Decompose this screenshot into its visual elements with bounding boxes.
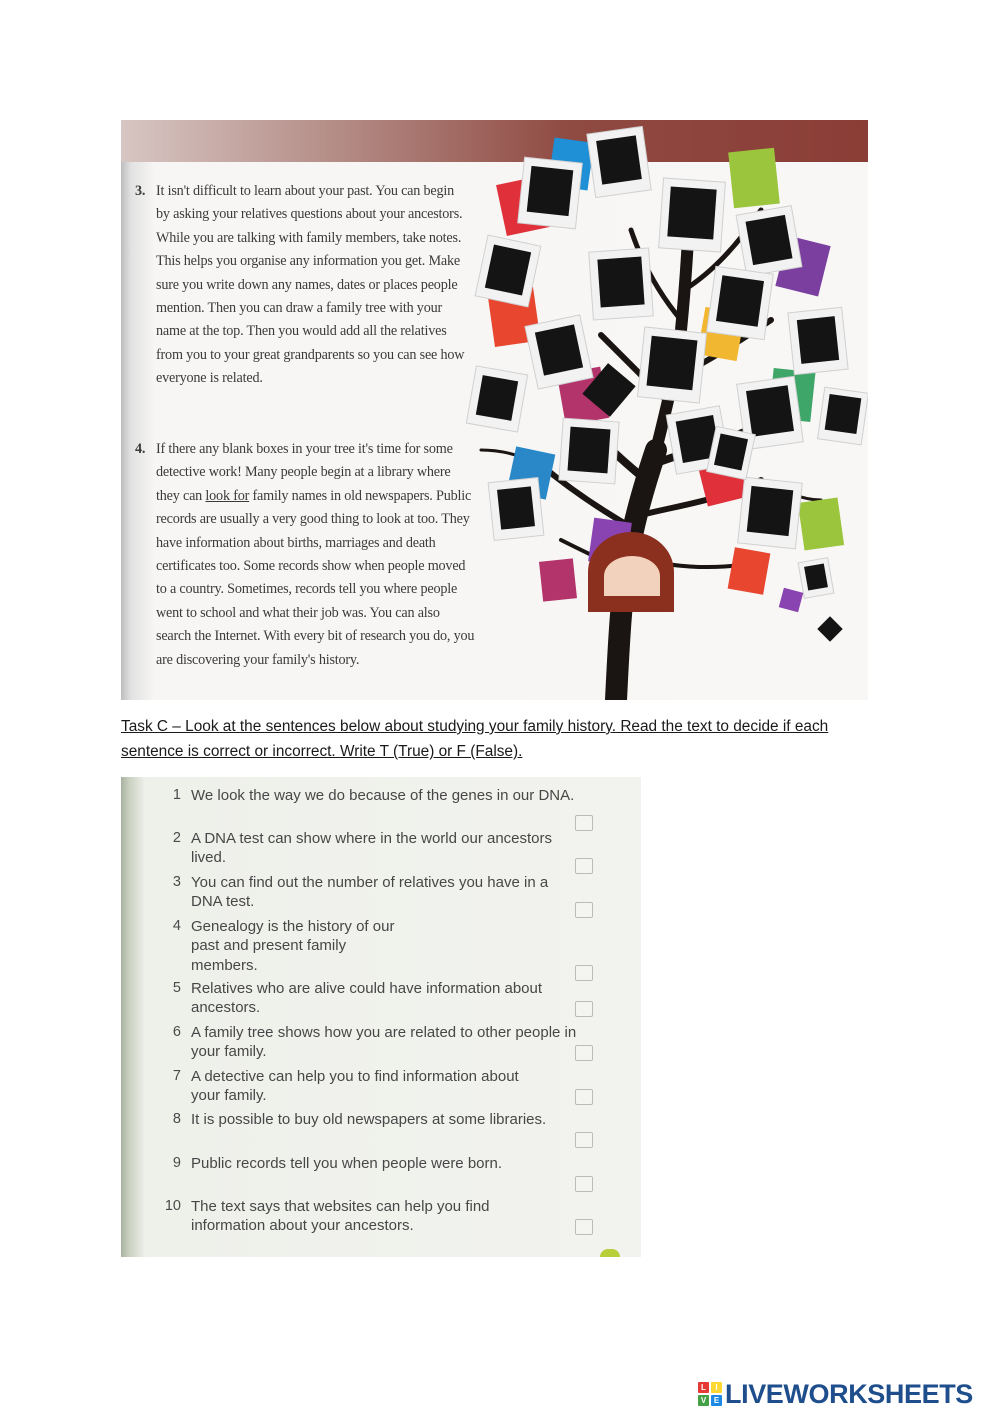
girl-face [604, 556, 660, 596]
sentence-number: 1 [172, 787, 181, 803]
logo-icon [698, 1382, 722, 1406]
sentence-number: 10 [164, 1198, 181, 1214]
logo-letter-v: V [698, 1395, 709, 1406]
answer-checkbox-8[interactable] [575, 1132, 593, 1148]
reading-page-image [121, 120, 868, 700]
answer-checkbox-7[interactable] [575, 1089, 593, 1105]
task-c-instructions: Task C – Look at the sentences below about studying your family history. Read the text to decide if each sentence is correct or incorrect. Write T (True) or F (False). [121, 718, 829, 760]
logo-letter-l: L [698, 1382, 709, 1393]
paragraph-text [156, 438, 475, 672]
sentence-text: A detective can help you to find information about your family. [191, 1068, 519, 1105]
underlined-phrase: look for [205, 487, 250, 504]
answer-checkbox-5[interactable] [575, 1001, 593, 1017]
logo-letter-i: I [711, 1382, 722, 1393]
photo-tree-illustration [441, 120, 868, 700]
logo-letter-e: E [711, 1395, 722, 1406]
paragraph-number: 3. [135, 183, 146, 199]
sentence-text: Relatives who are alive could have information about ancestors. [191, 980, 543, 1017]
sentence-number: 3 [172, 874, 181, 890]
answer-checkbox-10[interactable] [575, 1219, 593, 1235]
sentence-number: 6 [172, 1024, 181, 1040]
answer-checkbox-3[interactable] [575, 902, 593, 918]
sentence-text: The text says that websites can help you find information about your ancestors. [191, 1198, 490, 1235]
sentence-number: 9 [172, 1155, 181, 1171]
liveworksheets-logo [698, 1377, 994, 1411]
sentence-number: 5 [172, 980, 181, 996]
sentence-text: A DNA test can show where in the world our ancestors lived. [191, 830, 553, 867]
sentence-number: 4 [172, 918, 181, 934]
sentence-text: It is possible to buy old newspapers at some libraries. [191, 1111, 547, 1128]
paragraph-text-end: family names in old newspapers. Public records are usually a very good thing to look at too. They have information about births, marriages and death certificates too. Some records show when people moved to a country. Sometimes, records tell you where people went to school and what their job was. You can also search the Internet. With every bit of research you do, you are discovering your family's history. [156, 487, 475, 668]
paragraph-text-start: If there any blank boxes in your tree it's time for some detective work! Many people begin at a library where they can [156, 441, 453, 504]
paragraph-number: 4. [135, 441, 146, 457]
sentence-number: 8 [172, 1111, 181, 1127]
answer-checkbox-9[interactable] [575, 1176, 593, 1192]
sentence-number: 2 [172, 830, 181, 846]
answer-checkbox-6[interactable] [575, 1045, 593, 1061]
reading-paragraph-4 [135, 438, 475, 672]
sentence-list-image [121, 777, 641, 1257]
sentence-text: A family tree shows how you are related to other people in your family. [191, 1024, 577, 1061]
logo-wordmark: LIVEWORKSHEETS [725, 1378, 973, 1409]
reading-paragraph-3 [135, 180, 465, 391]
sentence-text: Public records tell you when people were born. [191, 1155, 503, 1172]
answer-checkbox-2[interactable] [575, 858, 593, 874]
sentence-text: You can find out the number of relatives you have in a DNA test. [191, 874, 549, 911]
sentence-text: Genealogy is the history of our past and present family members. [191, 918, 395, 974]
sentence-text: We look the way we do because of the genes in our DNA. [191, 787, 575, 804]
green-page-marker [600, 1249, 620, 1257]
paragraph-text: It isn't difficult to learn about your past. You can begin by asking your relatives questions about your ancestors. While you are talking with family members, take notes. This helps you organise any information you get. Make sure you write down any names, dates or places people mention. Then you can draw a family tree with your name at the top. Then you would add all the relatives from you to your great grandparents so you can see how everyone is related. [156, 183, 465, 387]
sentence-number: 7 [172, 1068, 181, 1084]
